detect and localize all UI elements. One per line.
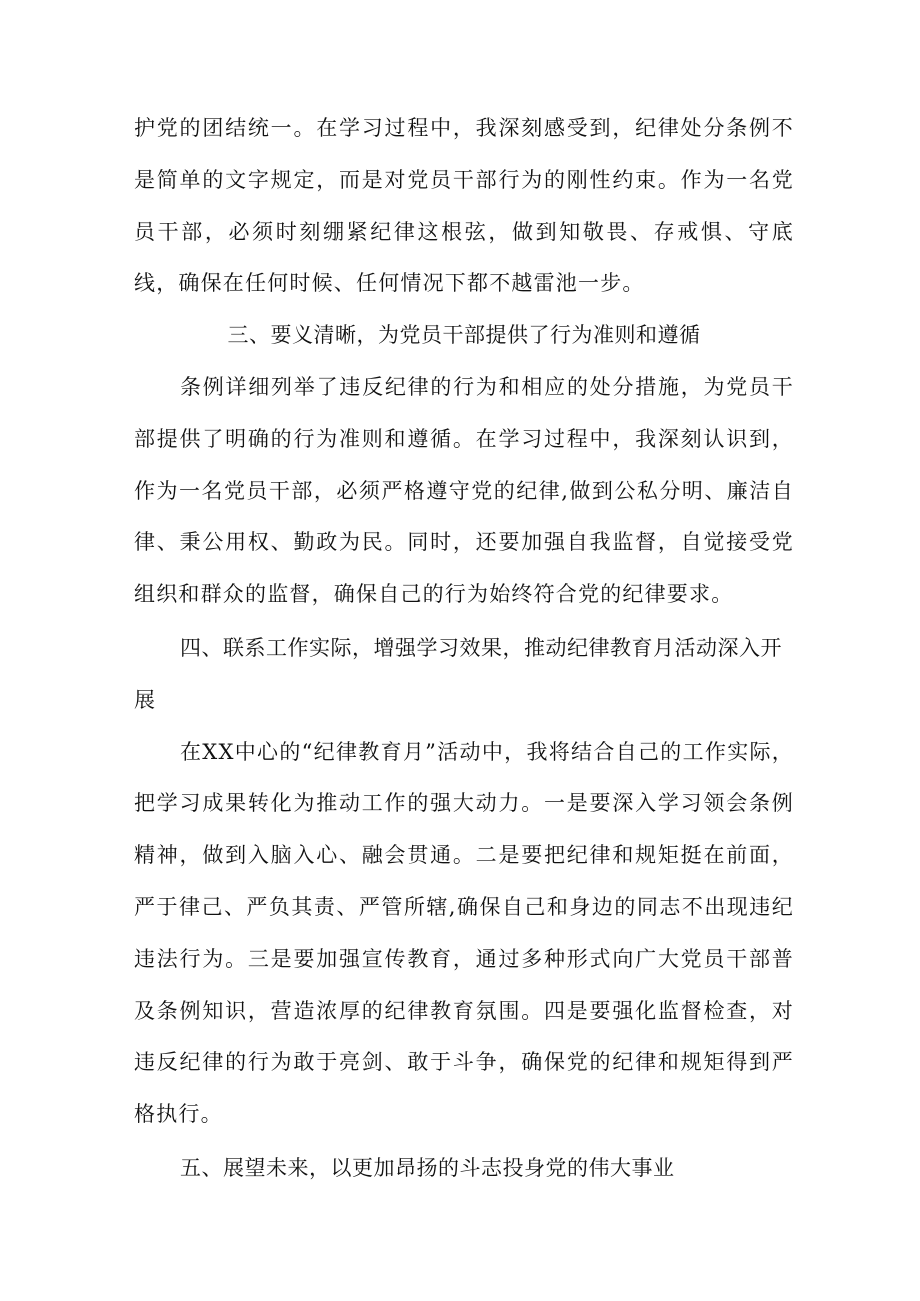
section-heading-5: 五、展望未来，以更加昂扬的斗志投身党的伟大事业 <box>180 1155 675 1180</box>
paragraph-section-4: 在XX中心的“纪律教育月”活动中，我将结合自己的工作实际，把学习成果转化为推动工作的强大动力。一是要深入学习领会条例精神，做到入脑入心、融会贯通。二是要把纪律和规矩挺在前面，严于律己、严负其责、严管所辖,确保自己和身边的同志不出现违纪违法行为。三是要加强宣传教育，通过多种形式向广大党员干部普及条例知识，营造浓厚的纪律教育氛围。四是要强化监督检查，对违反纪律的行为敢于亮剑、敢于斗争，确保党的纪律和规矩得到严格执行。 <box>134 739 794 1127</box>
paragraph-continued: 护党的团结统一。在学习过程中，我深刻感受到，纪律处分条例不是简单的文字规定，而是对党员干部行为的刚性约束。作为一名党员干部，必须时刻绷紧纪律这根弦，做到知敬畏、存戒惧、守底线，确保在任何时候、任何情况下都不越雷池一步。 <box>134 116 794 296</box>
section-heading-4: 四、联系工作实际，增强学习效果，推动纪律教育月活动深入开展 <box>134 635 782 712</box>
section-heading-3: 三、要义清晰，为党员干部提供了行为准则和遵循 <box>227 323 701 348</box>
document-page <box>134 103 794 1195</box>
paragraph-section-3: 条例详细列举了违反纪律的行为和相应的处分措施，为党员干部提供了明确的行为准则和遵循。在学习过程中，我深刻认识到，作为一名党员干部，必须严格遵守党的纪律,做到公私分明、廉洁自律、秉公用权、勤政为民。同时，还要加强自我监督，自觉接受党组织和群众的监督，确保自己的行为始终符合党的纪律要求。 <box>134 374 794 607</box>
